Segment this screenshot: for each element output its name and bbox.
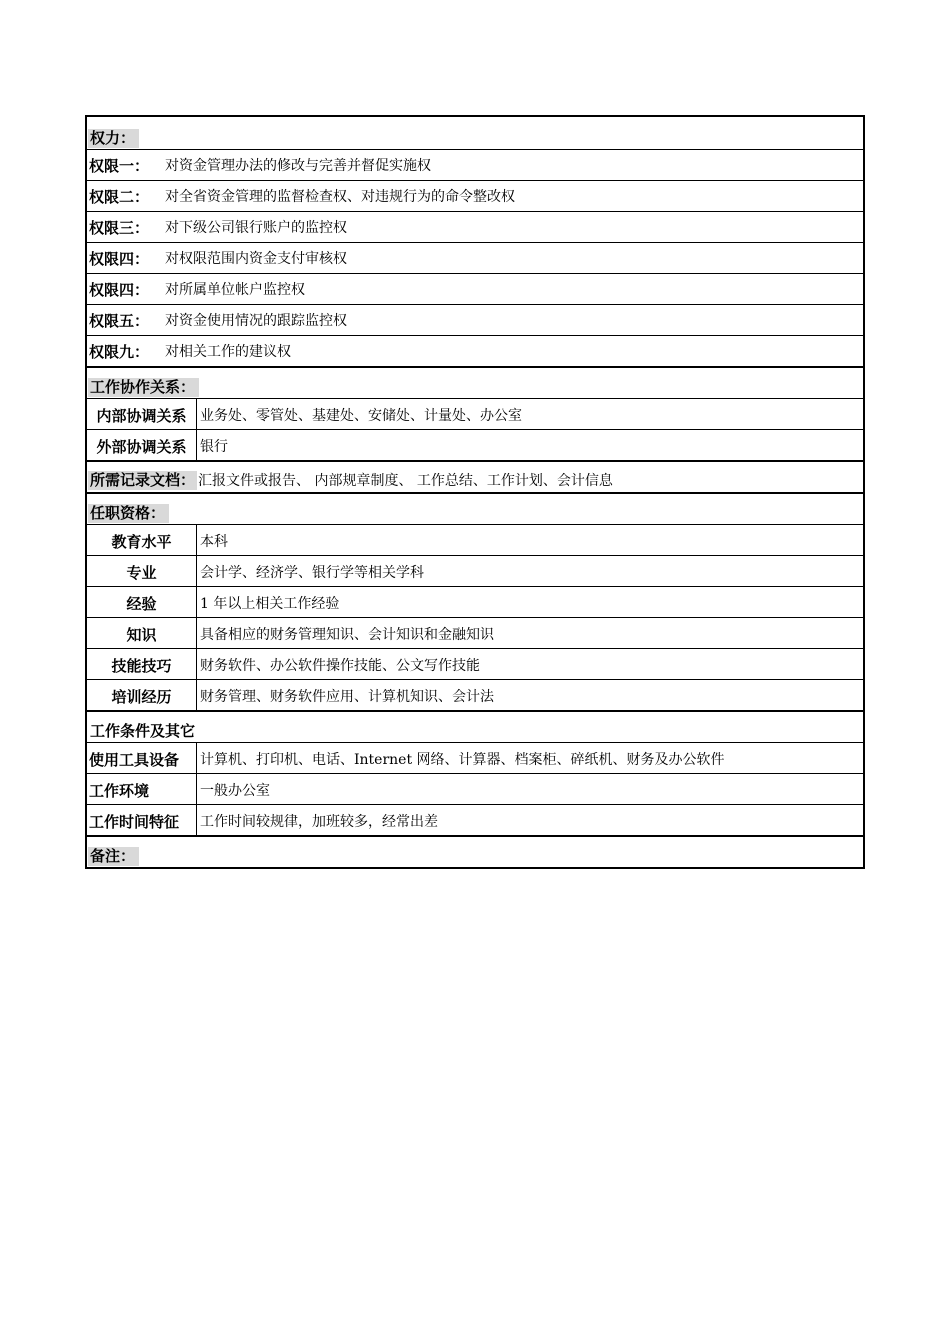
condition-label: 工作时间特征 <box>87 805 197 835</box>
documents-row <box>87 460 863 492</box>
authority-value: 对全省资金管理的监督检查权、对违规行为的命令整改权 <box>165 189 515 205</box>
external-coordination-value: 银行 <box>200 439 228 455</box>
authority-value: 对所属单位帐户监控权 <box>165 282 305 298</box>
internal-coordination-value: 业务处、零管处、基建处、安储处、计量处、办公室 <box>200 408 522 424</box>
authority-label: 权限四： <box>89 250 150 268</box>
conditions-header: 工作条件及其它 <box>90 723 196 740</box>
qualification-label: 技能技巧 <box>87 649 197 679</box>
authority-value: 对下级公司银行账户的监控权 <box>165 220 347 236</box>
qualification-value: 1 年以上相关工作经验 <box>200 596 340 612</box>
documents-label: 所需记录文档： <box>90 472 196 489</box>
qualification-label: 教育水平 <box>87 525 197 555</box>
external-coordination-row <box>87 429 863 460</box>
authority-row <box>87 242 863 273</box>
internal-coordination-row <box>87 398 863 429</box>
authority-value: 对相关工作的建议权 <box>165 344 291 360</box>
qualification-label: 专业 <box>87 556 197 586</box>
cooperation-section-header <box>87 366 863 398</box>
condition-row <box>87 742 863 773</box>
notes-header: 备注： <box>88 847 139 866</box>
qualification-label: 知识 <box>87 618 197 648</box>
qualification-label: 经验 <box>87 587 197 617</box>
qualification-row <box>87 555 863 586</box>
qualification-row <box>87 524 863 555</box>
condition-label: 使用工具设备 <box>87 743 197 773</box>
qualification-row <box>87 648 863 679</box>
authority-header: 权力： <box>88 129 139 148</box>
authority-row <box>87 273 863 304</box>
condition-value: 工作时间较规律，加班较多，经常出差 <box>200 814 438 830</box>
cooperation-header: 工作协作关系： <box>88 378 199 397</box>
authority-row <box>87 149 863 180</box>
qualification-value: 财务软件、办公软件操作技能、公文写作技能 <box>200 658 480 674</box>
condition-value: 一般办公室 <box>200 783 270 799</box>
qualification-row <box>87 617 863 648</box>
qualification-value: 本科 <box>200 534 228 550</box>
condition-row <box>87 773 863 804</box>
authority-row <box>87 335 863 366</box>
condition-row <box>87 804 863 835</box>
authority-row <box>87 211 863 242</box>
qualification-value: 财务管理、财务软件应用、计算机知识、会计法 <box>200 689 494 705</box>
qualification-row <box>87 679 863 710</box>
condition-value: 计算机、打印机、电话、Internet 网络、计算器、档案柜、碎纸机、财务及办公软件 <box>200 752 725 768</box>
authority-value: 对权限范围内资金支付审核权 <box>165 251 347 267</box>
conditions-section-header <box>87 710 863 742</box>
qualification-value: 具备相应的财务管理知识、会计知识和金融知识 <box>200 627 494 643</box>
authority-label: 权限五： <box>89 312 150 330</box>
documents-value: 汇报文件或报告、 内部规章制度、 工作总结、工作计划、会计信息 <box>198 473 613 489</box>
authority-row <box>87 304 863 335</box>
authority-label: 权限四： <box>89 281 150 299</box>
authority-label: 权限三： <box>89 219 150 237</box>
internal-coordination-label: 内部协调关系 <box>87 399 197 429</box>
qualifications-section-header <box>87 492 863 524</box>
authority-value: 对资金使用情况的跟踪监控权 <box>165 313 347 329</box>
authority-value: 对资金管理办法的修改与完善并督促实施权 <box>165 158 431 174</box>
authority-label: 权限九： <box>89 343 150 361</box>
condition-label: 工作环境 <box>87 774 197 804</box>
authority-row <box>87 180 863 211</box>
external-coordination-label: 外部协调关系 <box>87 430 197 460</box>
qualification-label: 培训经历 <box>87 680 197 710</box>
qualifications-header: 任职资格： <box>88 504 169 523</box>
job-description-table <box>85 115 865 869</box>
authority-label: 权限二： <box>89 188 150 206</box>
qualification-value: 会计学、经济学、银行学等相关学科 <box>200 565 424 581</box>
notes-section-header <box>87 835 863 867</box>
authority-section-header <box>87 117 863 149</box>
authority-label: 权限一： <box>89 157 150 175</box>
qualification-row <box>87 586 863 617</box>
